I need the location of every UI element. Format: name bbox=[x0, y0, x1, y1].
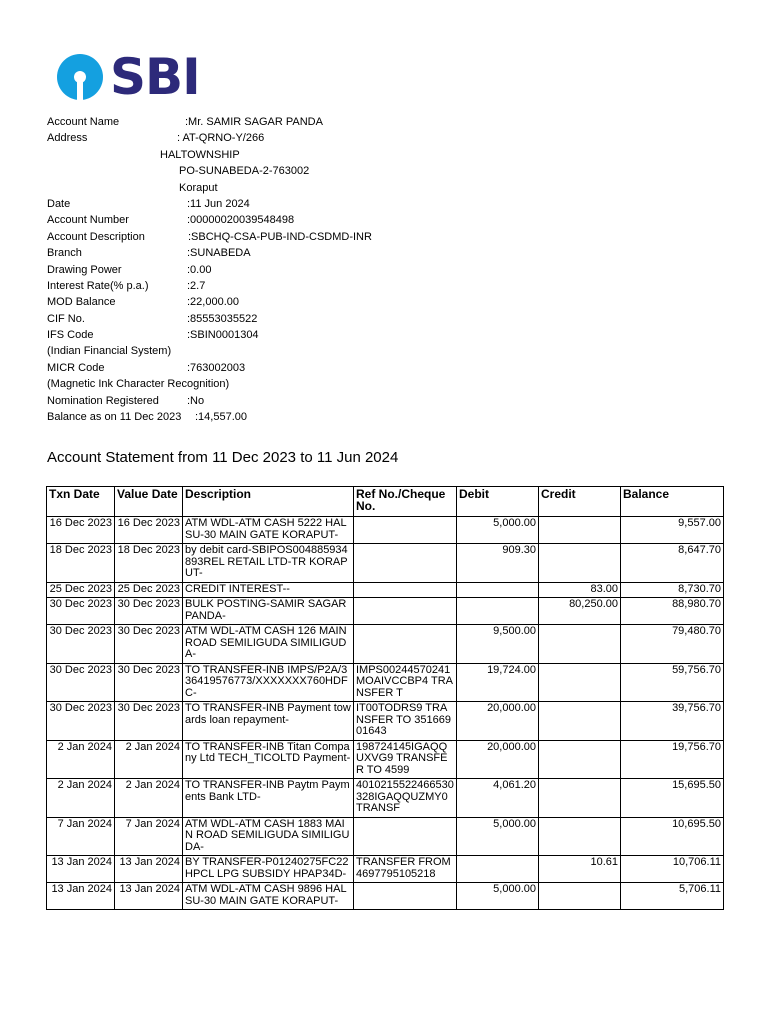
debit-cell: 9,500.00 bbox=[457, 625, 539, 664]
balance-cell: 9,557.00 bbox=[621, 517, 724, 544]
address-row-3 bbox=[47, 163, 747, 179]
balance-cell: 19,756.70 bbox=[621, 740, 724, 779]
account-description-value: :SBCHQ-CSA-PUB-IND-CSDMD-INR bbox=[188, 230, 372, 243]
txn-date-cell: 30 Dec 2023 bbox=[47, 663, 115, 702]
date-row bbox=[47, 196, 747, 212]
balance-cell: 39,756.70 bbox=[621, 702, 724, 741]
ref-cell bbox=[354, 883, 457, 910]
credit-cell bbox=[539, 663, 621, 702]
account-name-label: Account Name bbox=[47, 116, 120, 128]
table-row bbox=[47, 663, 724, 702]
description-cell: BY TRANSFER-P01240275FC22 HPCL LPG SUBSIDY HPAP34D- bbox=[183, 856, 354, 883]
address-line2: HALTOWNSHIP bbox=[160, 148, 240, 161]
debit-cell bbox=[457, 598, 539, 625]
description-cell: TO TRANSFER-INB Paytm Payments Bank LTD- bbox=[183, 779, 354, 818]
ref-cell bbox=[354, 598, 457, 625]
table-row bbox=[47, 598, 724, 625]
account-description-row bbox=[47, 229, 747, 245]
description-cell: TO TRANSFER-INB Payment towards loan repayment- bbox=[183, 702, 354, 741]
value-date-cell: 13 Jan 2024 bbox=[115, 883, 183, 910]
balance-cell: 59,756.70 bbox=[621, 663, 724, 702]
balance-cell: 15,695.50 bbox=[621, 779, 724, 818]
value-date-cell: 2 Jan 2024 bbox=[115, 740, 183, 779]
ref-cell: 198724145IGAQQUXVG9 TRANSFER TO 4599 bbox=[354, 740, 457, 779]
description-cell: CREDIT INTEREST-- bbox=[183, 582, 354, 598]
description-cell: by debit card-SBIPOS004885934893REL RETAIL LTD-TR KORAPUT- bbox=[183, 544, 354, 583]
debit-cell: 909.30 bbox=[457, 544, 539, 583]
table-header-row bbox=[47, 487, 724, 517]
balance-cell: 88,980.70 bbox=[621, 598, 724, 625]
txn-date-cell: 2 Jan 2024 bbox=[47, 740, 115, 779]
table-row bbox=[47, 702, 724, 741]
micr-row bbox=[47, 360, 747, 376]
mod-balance-value: :22,000.00 bbox=[187, 296, 239, 309]
interest-rate-row bbox=[47, 278, 747, 294]
header-balance: Balance bbox=[621, 487, 724, 517]
txn-date-cell: 13 Jan 2024 bbox=[47, 856, 115, 883]
statement-title: Account Statement from 11 Dec 2023 to 11 Jun 2024 bbox=[47, 449, 399, 466]
address-line1: : AT-QRNO-Y/266 bbox=[177, 132, 265, 145]
account-name-value: :Mr. SAMIR SAGAR PANDA bbox=[185, 116, 323, 128]
credit-cell: 10.61 bbox=[539, 856, 621, 883]
ref-cell: IMPS00244570241MOAIVCCBP4 TRANSFER T bbox=[354, 663, 457, 702]
value-date-cell: 16 Dec 2023 bbox=[115, 517, 183, 544]
header-credit: Credit bbox=[539, 487, 621, 517]
credit-cell bbox=[539, 817, 621, 856]
opening-balance-label: Balance as on 11 Dec 2023 bbox=[47, 411, 182, 424]
balance-cell: 79,480.70 bbox=[621, 625, 724, 664]
description-cell: ATM WDL-ATM CASH 126 MAIN ROAD SEMILIGUDA SIMILIGUDA- bbox=[183, 625, 354, 664]
description-cell: ATM WDL-ATM CASH 5222 HAL SU-30 MAIN GATE KORAPUT- bbox=[183, 517, 354, 544]
balance-cell: 10,695.50 bbox=[621, 817, 724, 856]
ifs-note-row bbox=[47, 343, 747, 359]
cif-label: CIF No. bbox=[47, 312, 85, 325]
account-name-row bbox=[47, 114, 747, 130]
credit-cell: 80,250.00 bbox=[539, 598, 621, 625]
cif-row bbox=[47, 311, 747, 327]
ifs-row bbox=[47, 327, 747, 343]
debit-cell: 20,000.00 bbox=[457, 702, 539, 741]
debit-cell: 5,000.00 bbox=[457, 517, 539, 544]
value-date-cell: 2 Jan 2024 bbox=[115, 779, 183, 818]
address-row-2 bbox=[47, 147, 747, 163]
credit-cell bbox=[539, 779, 621, 818]
ref-cell bbox=[354, 817, 457, 856]
ref-cell bbox=[354, 625, 457, 664]
table-row bbox=[47, 883, 724, 910]
opening-balance-row bbox=[47, 409, 747, 425]
drawing-power-label: Drawing Power bbox=[47, 263, 122, 276]
address-row bbox=[47, 130, 747, 146]
branch-value: :SUNABEDA bbox=[187, 247, 251, 260]
account-number-label: Account Number bbox=[47, 214, 129, 227]
txn-date-cell: 30 Dec 2023 bbox=[47, 625, 115, 664]
drawing-power-value: :0.00 bbox=[187, 263, 212, 276]
table-row bbox=[47, 544, 724, 583]
ifs-label: IFS Code bbox=[47, 329, 94, 342]
date-label: Date bbox=[47, 197, 71, 210]
balance-cell: 8,647.70 bbox=[621, 544, 724, 583]
ref-cell: TRANSFER FROM 4697795105218 bbox=[354, 856, 457, 883]
ref-cell: 4010215522466530328IGAQQUZMY0 TRANSF bbox=[354, 779, 457, 818]
credit-cell: 83.00 bbox=[539, 582, 621, 598]
sbi-keyhole-icon bbox=[56, 53, 104, 101]
description-cell: TO TRANSFER-INB IMPS/P2A/336419576773/XXXXXXX760HDFC- bbox=[183, 663, 354, 702]
debit-cell: 19,724.00 bbox=[457, 663, 539, 702]
value-date-cell: 13 Jan 2024 bbox=[115, 856, 183, 883]
description-cell: ATM WDL-ATM CASH 1883 MAIN ROAD SEMILIGUDA SIMILIGUDA- bbox=[183, 817, 354, 856]
description-cell: ATM WDL-ATM CASH 9896 HAL SU-30 MAIN GATE KORAPUT- bbox=[183, 883, 354, 910]
date-value: :11 Jun 2024 bbox=[187, 197, 250, 210]
transactions-table bbox=[46, 486, 724, 910]
ref-cell bbox=[354, 582, 457, 598]
mod-balance-label: MOD Balance bbox=[47, 296, 116, 309]
cif-value: :85553035522 bbox=[187, 312, 258, 325]
interest-rate-value: :2.7 bbox=[187, 279, 206, 292]
nomination-value: :No bbox=[187, 394, 205, 407]
value-date-cell: 18 Dec 2023 bbox=[115, 544, 183, 583]
credit-cell bbox=[539, 544, 621, 583]
table-row bbox=[47, 625, 724, 664]
description-cell: TO TRANSFER-INB Titan Company Ltd TECH_TICOLTD Payment- bbox=[183, 740, 354, 779]
credit-cell bbox=[539, 740, 621, 779]
account-number-row bbox=[47, 212, 747, 228]
debit-cell: 5,000.00 bbox=[457, 883, 539, 910]
branch-row bbox=[47, 245, 747, 261]
value-date-cell: 30 Dec 2023 bbox=[115, 663, 183, 702]
mod-balance-row bbox=[47, 294, 747, 310]
description-cell: BULK POSTING-SAMIR SAGAR PANDA- bbox=[183, 598, 354, 625]
transactions-body bbox=[47, 517, 724, 910]
debit-cell: 20,000.00 bbox=[457, 740, 539, 779]
value-date-cell: 25 Dec 2023 bbox=[115, 582, 183, 598]
table-row bbox=[47, 856, 724, 883]
micr-label: MICR Code bbox=[47, 361, 105, 374]
value-date-cell: 30 Dec 2023 bbox=[115, 625, 183, 664]
account-info bbox=[47, 114, 747, 425]
debit-cell: 5,000.00 bbox=[457, 817, 539, 856]
credit-cell bbox=[539, 517, 621, 544]
header-description: Description bbox=[183, 487, 354, 517]
nomination-label: Nomination Registered bbox=[47, 394, 159, 407]
balance-cell: 10,706.11 bbox=[621, 856, 724, 883]
table-row bbox=[47, 817, 724, 856]
txn-date-cell: 18 Dec 2023 bbox=[47, 544, 115, 583]
header-value-date: Value Date bbox=[115, 487, 183, 517]
ifs-value: :SBIN0001304 bbox=[187, 329, 259, 342]
drawing-power-row bbox=[47, 262, 747, 278]
ref-cell: IT00TODRS9 TRANSFER TO 35166901643 bbox=[354, 702, 457, 741]
address-label: Address bbox=[47, 132, 88, 145]
micr-note: (Magnetic Ink Character Recognition) bbox=[47, 378, 230, 391]
interest-rate-label: Interest Rate(% p.a.) bbox=[47, 279, 149, 292]
account-description-label: Account Description bbox=[47, 230, 145, 243]
table-row bbox=[47, 582, 724, 598]
micr-value: :763002003 bbox=[187, 361, 246, 374]
header-debit: Debit bbox=[457, 487, 539, 517]
value-date-cell: 30 Dec 2023 bbox=[115, 702, 183, 741]
txn-date-cell: 16 Dec 2023 bbox=[47, 517, 115, 544]
txn-date-cell: 30 Dec 2023 bbox=[47, 598, 115, 625]
debit-cell bbox=[457, 582, 539, 598]
txn-date-cell: 7 Jan 2024 bbox=[47, 817, 115, 856]
address-line4: Koraput bbox=[179, 181, 218, 194]
credit-cell bbox=[539, 883, 621, 910]
txn-date-cell: 13 Jan 2024 bbox=[47, 883, 115, 910]
ref-cell bbox=[354, 544, 457, 583]
txn-date-cell: 2 Jan 2024 bbox=[47, 779, 115, 818]
address-line3: PO-SUNABEDA-2-763002 bbox=[179, 165, 310, 178]
balance-cell: 8,730.70 bbox=[621, 582, 724, 598]
address-row-4 bbox=[47, 180, 747, 196]
credit-cell bbox=[539, 702, 621, 741]
sbi-wordmark: SBI bbox=[110, 48, 200, 106]
txn-date-cell: 25 Dec 2023 bbox=[47, 582, 115, 598]
debit-cell: 4,061.20 bbox=[457, 779, 539, 818]
debit-cell bbox=[457, 856, 539, 883]
ifs-note: (Indian Financial System) bbox=[47, 345, 172, 358]
balance-cell: 5,706.11 bbox=[621, 883, 724, 910]
value-date-cell: 30 Dec 2023 bbox=[115, 598, 183, 625]
micr-note-row bbox=[47, 376, 747, 392]
txn-date-cell: 30 Dec 2023 bbox=[47, 702, 115, 741]
account-number-value: :00000020039548498 bbox=[187, 214, 295, 227]
opening-balance-value: :14,557.00 bbox=[195, 411, 247, 424]
nomination-row bbox=[47, 393, 747, 409]
header-txn-date: Txn Date bbox=[47, 487, 115, 517]
table-row bbox=[47, 740, 724, 779]
branch-label: Branch bbox=[47, 247, 82, 260]
sbi-logo bbox=[56, 48, 200, 106]
credit-cell bbox=[539, 625, 621, 664]
ref-cell bbox=[354, 517, 457, 544]
value-date-cell: 7 Jan 2024 bbox=[115, 817, 183, 856]
header-ref: Ref No./Cheque No. bbox=[354, 487, 457, 517]
table-row bbox=[47, 517, 724, 544]
table-row bbox=[47, 779, 724, 818]
